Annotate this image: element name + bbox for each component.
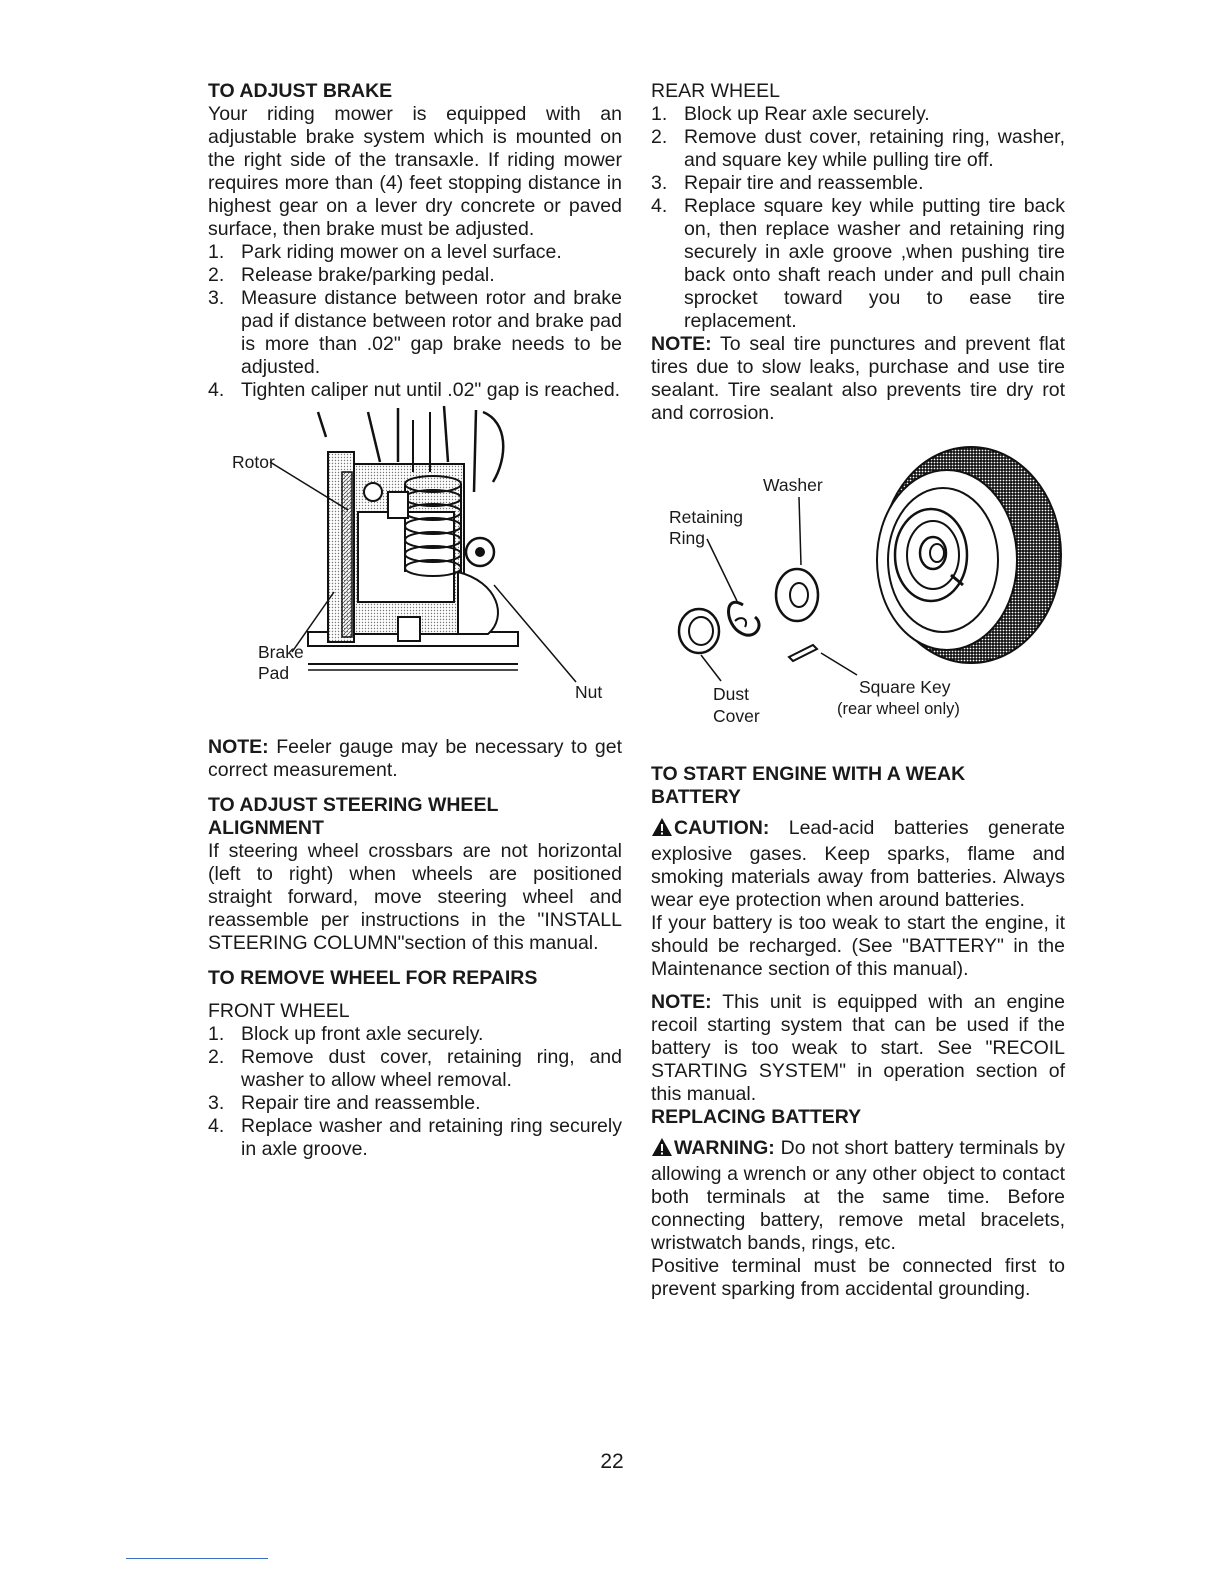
steering-alignment-heading-line1: TO ADJUST STEERING WHEEL (208, 794, 499, 816)
steering-alignment-heading-line2: ALIGNMENT (208, 817, 324, 839)
list-item (651, 195, 1065, 333)
step-number: 2. (208, 264, 225, 286)
weak-battery-text: If your battery is too weak to start the engine, it should be recharged. (See "BATTERY" in the Maintenance section of this manual). (651, 912, 1065, 980)
list-item (651, 126, 1065, 172)
caution-paragraph (651, 817, 1065, 912)
list-item (208, 1092, 622, 1115)
replacing-battery-heading: REPLACING BATTERY (651, 1106, 862, 1128)
brake-pad-label-line1: Brake (258, 642, 304, 662)
rear-wheel-heading: REAR WHEEL (651, 80, 780, 102)
step-number: 2. (651, 126, 668, 148)
retaining-ring-label-line2: Ring (669, 528, 705, 548)
left-column (208, 80, 622, 1161)
rotor-label: Rotor (232, 452, 275, 472)
list-item (208, 287, 622, 379)
square-key-note: (rear wheel only) (837, 700, 960, 718)
list-item (208, 1115, 622, 1161)
caution-text: Lead-acid batteries generate explosive gases. Keep sparks, flame and smoking materials away from batteries. Always wear eye protection when around batteries. (651, 817, 1065, 911)
step-number: 4. (208, 1115, 225, 1137)
weak-battery-heading-line1: TO START ENGINE WITH A WEAK (651, 763, 966, 785)
step-number: 4. (651, 195, 668, 217)
page-number: 22 (600, 1450, 624, 1473)
list-item (651, 172, 1065, 195)
note-text: Feeler gauge may be necessary to get correct measurement. (208, 736, 622, 781)
step-text: Block up Rear axle securely. (684, 103, 930, 125)
note-text: To seal tire punctures and prevent flat tires due to slow leaks, purchase and use tire sealant. Tire sealant also prevents tire dry rot and corrosion. (651, 333, 1065, 424)
warning-triangle-icon (651, 817, 673, 843)
step-text: Tighten caliper nut until .02" gap is reached. (241, 379, 621, 401)
adjust-brake-steps (208, 241, 622, 402)
note-label: NOTE: (208, 736, 269, 758)
warning-label: WARNING: (674, 1137, 775, 1159)
step-text: Repair tire and reassemble. (684, 172, 924, 194)
steering-alignment-text: If steering wheel crossbars are not horizontal (left to right) when wheels are positioned straight forward, move steering wheel and reassemble per instructions in the "INSTALL STEERING COLUMN"section of this manual. (208, 840, 622, 954)
list-item (208, 264, 622, 287)
recoil-note (651, 991, 1065, 1106)
step-text: Block up front axle securely. (241, 1023, 484, 1045)
brake-note (208, 736, 622, 782)
step-number: 3. (651, 172, 668, 194)
list-item (208, 241, 622, 264)
step-text: Replace square key while putting tire back on, then replace washer and retaining ring securely in axle groove ,when pushing tire back onto shaft reach under and pull chain sprocket toward you to ease tire replacement. (684, 195, 1065, 332)
front-wheel-heading: FRONT WHEEL (208, 1000, 350, 1022)
step-text: Replace washer and retaining ring securely in axle groove. (241, 1115, 622, 1160)
list-item (208, 1046, 622, 1092)
step-number: 1. (208, 1023, 225, 1045)
note-label: NOTE: (651, 991, 712, 1013)
list-item (208, 1023, 622, 1046)
right-column (651, 80, 1065, 1301)
dust-cover-label-line1: Dust (713, 684, 749, 704)
note-text: This unit is equipped with an engine recoil starting system that can be used if the battery is too weak to start. See "RECOIL STARTING SYSTEM" in operation section of this manual. (651, 991, 1065, 1105)
step-number: 2. (208, 1046, 225, 1068)
list-item (208, 379, 622, 402)
weak-battery-heading-line2: BATTERY (651, 786, 741, 808)
brake-figure (208, 402, 622, 724)
retaining-ring-label-line1: Retaining (669, 507, 743, 527)
washer-label: Washer (763, 475, 823, 495)
front-wheel-steps (208, 1023, 622, 1161)
caution-label: CAUTION: (674, 817, 770, 839)
square-key-label: Square Key (859, 677, 951, 697)
step-text: Measure distance between rotor and brake pad if distance between rotor and brake pad is more than .02" gap brake needs to be adjusted. (241, 287, 622, 378)
rear-wheel-steps (651, 103, 1065, 333)
warning-text: Do not short battery terminals by allowing a wrench or any other object to contact both terminals at the same time. Before connecting battery, remove metal bracelets, wristwatch bands, rings, etc. (651, 1137, 1065, 1254)
list-item (651, 103, 1065, 126)
footer-divider (126, 1558, 268, 1559)
warning-paragraph (651, 1137, 1065, 1255)
adjust-brake-heading: TO ADJUST BRAKE (208, 80, 393, 102)
step-text: Release brake/parking pedal. (241, 264, 495, 286)
dust-cover-label-line2: Cover (713, 706, 760, 726)
step-text: Remove dust cover, retaining ring, washer, and square key while pulling tire off. (684, 126, 1065, 171)
adjust-brake-intro: Your riding mower is equipped with an adjustable brake system which is mounted on the right side of the transaxle. If riding mower requires more than (4) feet stopping distance in highest gear on a lever dry concrete or paved surface, then brake must be adjusted. (208, 103, 622, 240)
warning-triangle-icon (651, 1137, 673, 1163)
step-text: Park riding mower on a level surface. (241, 241, 562, 263)
tire-sealant-note (651, 333, 1065, 425)
step-number: 1. (651, 103, 668, 125)
step-number: 1. (208, 241, 225, 263)
wheel-figure (651, 425, 1065, 755)
remove-wheel-heading: TO REMOVE WHEEL FOR REPAIRS (208, 967, 538, 989)
nut-label: Nut (575, 682, 603, 702)
positive-terminal-text: Positive terminal must be connected first to prevent sparking from accidental grounding. (651, 1255, 1065, 1300)
step-number: 3. (208, 1092, 225, 1114)
step-number: 3. (208, 287, 225, 309)
brake-pad-label-line2: Pad (258, 663, 290, 683)
step-number: 4. (208, 379, 225, 401)
note-label: NOTE: (651, 333, 712, 355)
step-text: Repair tire and reassemble. (241, 1092, 481, 1114)
step-text: Remove dust cover, retaining ring, and washer to allow wheel removal. (241, 1046, 622, 1091)
